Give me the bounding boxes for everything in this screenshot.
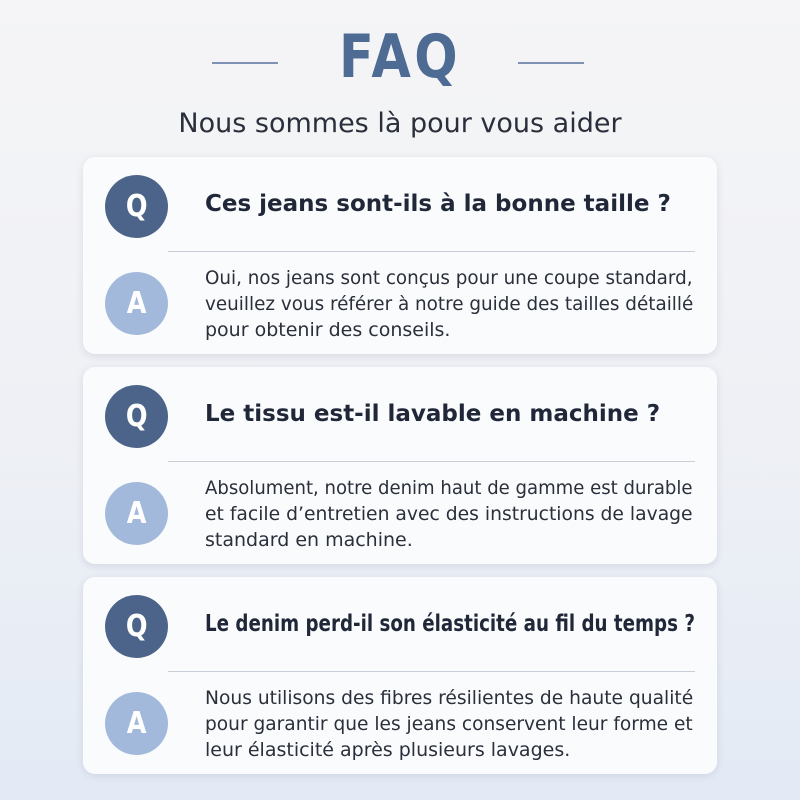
faq-question: Le denim perd-il son élasticité au fil du temps ? [205,611,695,637]
answer-line: veuillez vous référer à notre guide des tailles détaillé [205,293,694,315]
faq-question: Le tissu est-il lavable en machine ? [205,401,661,427]
faq-question: Ces jeans sont-ils à la bonne taille ? [205,191,671,217]
faq-card-1 [83,157,717,354]
faq-answer [205,681,703,767]
question-badge: Q [105,175,168,238]
answer-line: Absolument, notre denim haut de gamme est durable [205,477,693,499]
answer-badge: A [105,482,168,545]
card-divider [168,671,695,672]
title-rule-right [518,62,584,64]
faq-answer [205,261,703,347]
faq-answer [205,471,703,557]
card-divider [168,251,695,252]
answer-badge: A [105,272,168,335]
answer-line: Nous utilisons des fibres résilientes de haute qualité [205,687,694,709]
question-badge: Q [105,595,168,658]
answer-line: pour garantir que les jeans conservent leur forme et [205,713,693,735]
answer-badge: A [105,692,168,755]
faq-card-2 [83,367,717,564]
answer-line: leur élasticité après plusieurs lavages. [205,739,571,761]
faq-card-3 [83,577,717,774]
question-badge: Q [105,385,168,448]
answer-line: Oui, nos jeans sont conçus pour une coupe standard, [205,267,693,289]
answer-line: standard en machine. [205,529,413,551]
card-divider [168,461,695,462]
page-title: FAQ [338,22,462,92]
page-subtitle: Nous sommes là pour vous aider [178,108,622,139]
header [0,0,800,150]
answer-line: pour obtenir des conseils. [205,319,451,341]
answer-line: et facile d’entretien avec des instructions de lavage [205,503,693,525]
